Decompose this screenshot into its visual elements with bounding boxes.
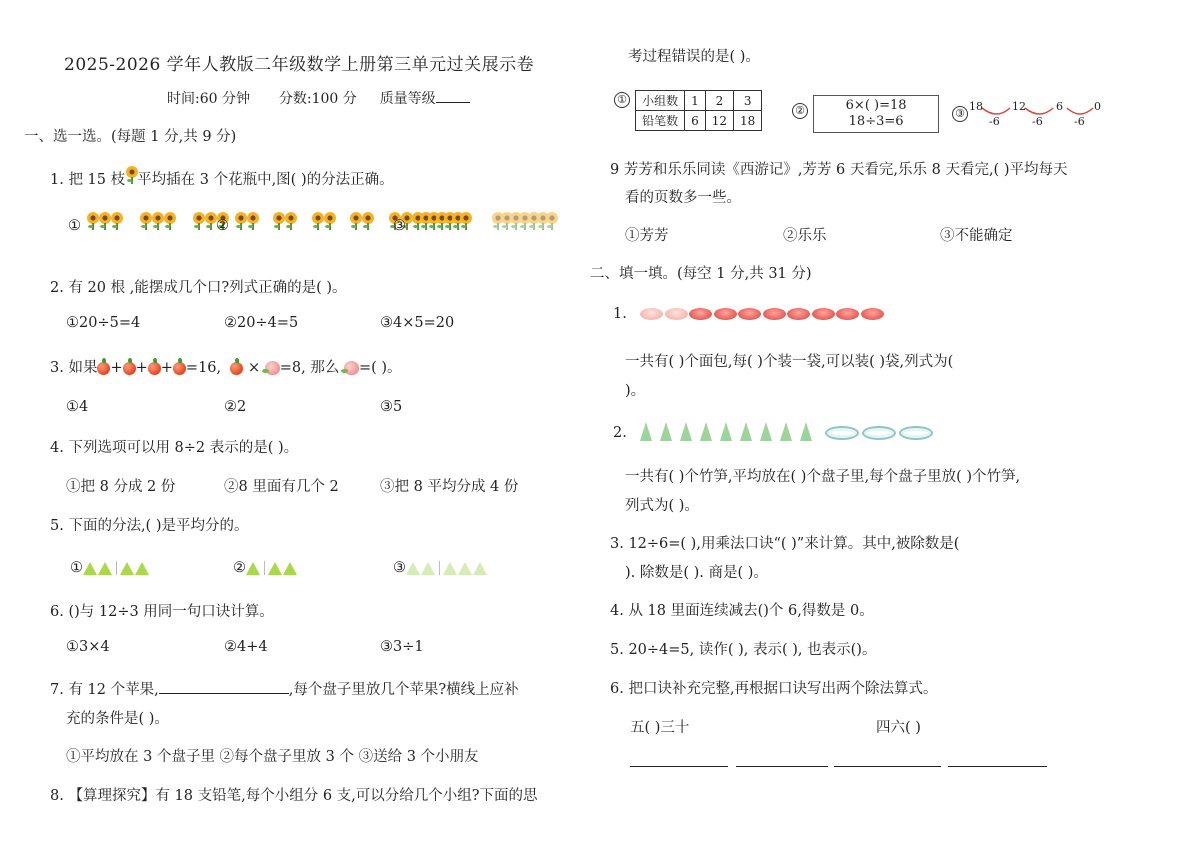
q1-4-option-3[interactable]: ③把 8 平均分成 4 份 bbox=[380, 479, 519, 495]
q2-6-text: 6. 把口诀补充完整,再根据口诀写出两个除法算式。 bbox=[610, 681, 938, 697]
q1-1-stem bbox=[50, 166, 394, 189]
equation-line: 18÷3=6 bbox=[848, 114, 904, 129]
flower-group-icon bbox=[86, 218, 127, 234]
apple-icon bbox=[230, 362, 243, 375]
bread-icon bbox=[763, 308, 786, 320]
seq-number: 6 bbox=[1056, 100, 1063, 113]
triangle-icon bbox=[246, 562, 260, 575]
apple-icon bbox=[97, 362, 110, 375]
flower-group-icon bbox=[139, 218, 180, 234]
bread-icon bbox=[861, 308, 884, 320]
triangle-icon bbox=[473, 562, 487, 575]
flower-group-icon bbox=[349, 218, 373, 234]
q1-9-option-1[interactable]: ①芳芳 bbox=[625, 228, 669, 244]
option-marker: ③ bbox=[393, 218, 406, 234]
q1-1-option-2[interactable] bbox=[216, 212, 412, 234]
page-title: 2025-2026 学年人教版二年级数学上册第三单元过关展示卷 bbox=[64, 55, 535, 75]
q1-4-stem: 4. 下列选项可以用 8÷2 表示的是( )。 bbox=[50, 440, 299, 456]
triangle-icon bbox=[421, 562, 435, 575]
q2-5-text: 5. 20÷4=5, 读作( ), 表示( ), 也表示()。 bbox=[610, 642, 877, 658]
table-cell: 12 bbox=[705, 111, 733, 131]
apple-icon bbox=[148, 362, 161, 375]
q1-5-stem: 5. 下面的分法,( )是平均分的。 bbox=[50, 518, 249, 534]
peach-icon bbox=[265, 361, 280, 375]
triangle-icon bbox=[83, 562, 97, 575]
triangle-icon bbox=[268, 562, 282, 575]
q2-2-text-2: 列式为( )。 bbox=[625, 498, 699, 514]
q1-7-text-b: ,每个盘子里放几个苹果?横线上应补 bbox=[288, 682, 519, 698]
flower-group-icon bbox=[234, 218, 258, 234]
q2-4-text: 4. 从 18 里面连续减去()个 6,得数是 0。 bbox=[610, 603, 874, 619]
bread-icon bbox=[787, 308, 810, 320]
seq-step: -6 bbox=[1074, 115, 1085, 128]
bread-icon bbox=[812, 308, 835, 320]
table-cell: 铅笔数 bbox=[636, 111, 685, 131]
seq-number: 18 bbox=[969, 100, 983, 113]
option-marker: ① bbox=[68, 218, 81, 234]
table-cell: 18 bbox=[734, 111, 762, 131]
bamboo-shoot-icon bbox=[760, 422, 772, 441]
q1-5-option-3[interactable] bbox=[393, 560, 488, 576]
q1-7-stem bbox=[50, 678, 519, 699]
q1-9-option-3[interactable]: ③不能确定 bbox=[940, 228, 1013, 244]
q1-6-stem: 6. ()与 12÷3 用同一句口诀计算。 bbox=[50, 604, 274, 620]
q2-1-text-2: )。 bbox=[625, 383, 646, 399]
q2-6-chant-2: 四六( ) bbox=[876, 720, 921, 736]
q1-8-stem-2: 考过程错误的是( )。 bbox=[628, 49, 760, 65]
option-marker: ③ bbox=[952, 106, 968, 122]
table-cell: 小组数 bbox=[636, 91, 685, 111]
q2-1-figure bbox=[613, 306, 885, 322]
section1-heading: 一、选一选。(每题 1 分,共 9 分) bbox=[24, 129, 237, 145]
option-marker: ③ bbox=[393, 560, 406, 576]
q1-3-option-3[interactable]: ③5 bbox=[380, 399, 403, 415]
q2-2-figure bbox=[613, 422, 936, 441]
flower-group-icon bbox=[411, 218, 471, 234]
section2-heading: 二、填一填。(每空 1 分,共 31 分) bbox=[590, 266, 812, 282]
q1-5-option-1[interactable] bbox=[70, 560, 150, 576]
bread-icon bbox=[738, 308, 761, 320]
option-marker: ② bbox=[792, 103, 808, 119]
answer-line[interactable] bbox=[630, 766, 728, 767]
equation-box bbox=[813, 95, 939, 133]
q1-3-text-c: × bbox=[247, 360, 261, 376]
option-marker: ① bbox=[70, 560, 83, 576]
bamboo-shoot-icon bbox=[720, 422, 732, 441]
q1-8-option-1[interactable] bbox=[614, 90, 762, 131]
bread-icon bbox=[689, 308, 712, 320]
score-label: 分数:100 分 bbox=[278, 91, 357, 107]
flower-group-icon bbox=[491, 218, 557, 234]
equation-line: 6×( )=18 bbox=[845, 98, 907, 113]
q1-2-option-2[interactable]: ②20÷4=5 bbox=[224, 315, 299, 331]
answer-line[interactable] bbox=[736, 766, 828, 767]
q1-9-stem-2: 看的页数多一些。 bbox=[625, 190, 741, 206]
q1-3-text-e: =( )。 bbox=[358, 360, 402, 376]
q1-1-text-a: 1. 把 15 枝 bbox=[50, 172, 126, 188]
q1-8-option-2[interactable] bbox=[792, 95, 939, 133]
bamboo-shoot-icon bbox=[800, 422, 812, 441]
triangle-icon bbox=[406, 562, 420, 575]
pencil-table bbox=[635, 90, 762, 131]
answer-line[interactable] bbox=[834, 766, 941, 767]
q1-9-option-2[interactable]: ②乐乐 bbox=[783, 228, 827, 244]
q1-4-option-2[interactable]: ②8 里面有几个 2 bbox=[224, 479, 339, 495]
grade-label: 质量等级 bbox=[379, 91, 436, 107]
bamboo-shoot-icon bbox=[780, 422, 792, 441]
seq-step: -6 bbox=[1032, 115, 1043, 128]
seq-number: 0 bbox=[1094, 100, 1101, 113]
q1-9-stem: 9 芳芳和乐乐同读《西游记》,芳芳 6 天看完,乐乐 8 天看完,( )平均每天 bbox=[610, 162, 1068, 178]
seq-number: 12 bbox=[1012, 100, 1026, 113]
q1-7-options[interactable]: ①平均放在 3 个盘子里 ②每个盘子里放 3 个 ③送给 3 个小朋友 bbox=[66, 749, 479, 765]
seq-step: -6 bbox=[989, 115, 1000, 128]
exam-info bbox=[167, 88, 470, 108]
q1-2-option-3[interactable]: ③4×5=20 bbox=[380, 315, 455, 331]
table-cell: 1 bbox=[685, 91, 706, 111]
q1-4-option-1[interactable]: ①把 8 分成 2 份 bbox=[66, 479, 176, 495]
bread-icon bbox=[836, 308, 859, 320]
time-label: 时间:60 分钟 bbox=[167, 91, 250, 107]
triangle-icon bbox=[283, 562, 297, 575]
q1-3-text-b: =16, bbox=[185, 360, 222, 376]
q1-3-text-d: =8, 那么 bbox=[279, 360, 340, 376]
triangle-icon bbox=[98, 562, 112, 575]
triangle-icon bbox=[458, 562, 472, 575]
q1-3-text-a: 3. 如果 bbox=[50, 360, 98, 376]
triangle-icon bbox=[120, 562, 134, 575]
q1-2-stem: 2. 有 20 根 ,能摆成几个口?列式正确的是( )。 bbox=[50, 280, 347, 296]
grade-blank[interactable] bbox=[436, 102, 470, 103]
option-marker: ② bbox=[233, 560, 246, 576]
plate-icon bbox=[899, 426, 933, 440]
bamboo-shoot-icon bbox=[740, 422, 752, 441]
q1-3-option-1[interactable]: ①4 bbox=[66, 399, 89, 415]
flower-group-icon bbox=[272, 218, 296, 234]
q2-1-number: 1. bbox=[613, 306, 627, 322]
flower-group-icon bbox=[311, 218, 335, 234]
q1-1-text-b: 平均插在 3 个花瓶中,图( )的分法正确。 bbox=[137, 172, 394, 188]
q1-6-option-2[interactable]: ②4+4 bbox=[224, 639, 268, 655]
bread-icon bbox=[640, 308, 663, 320]
triangle-icon bbox=[135, 562, 149, 575]
q1-7-stem-2: 充的条件是( )。 bbox=[66, 711, 169, 727]
option-marker: ① bbox=[614, 92, 630, 108]
bamboo-shoot-icon bbox=[680, 422, 692, 441]
peach-icon bbox=[344, 361, 359, 375]
bamboo-shoot-icon bbox=[640, 422, 652, 441]
q1-6-option-1[interactable]: ①3×4 bbox=[66, 639, 110, 655]
apple-icon bbox=[173, 362, 186, 375]
q1-8-stem: 8. 【算理探究】有 18 支铅笔,每个小组分 6 支,可以分给几个小组?下面的思 bbox=[50, 788, 538, 804]
table-cell: 6 bbox=[685, 111, 706, 131]
table-cell: 2 bbox=[705, 91, 733, 111]
q1-8-option-3[interactable] bbox=[952, 98, 1112, 128]
q1-3-stem: 3. 如果 + + + =16, × =8, 那么 =( )。 bbox=[50, 360, 402, 376]
plate-icon bbox=[862, 426, 896, 440]
triangle-icon bbox=[443, 562, 457, 575]
flower-icon bbox=[125, 166, 139, 184]
q1-1-option-3[interactable] bbox=[393, 212, 557, 234]
q1-7-blank[interactable] bbox=[159, 693, 289, 694]
q2-6-chant-1: 五( )三十 bbox=[630, 720, 690, 736]
apple-icon bbox=[123, 362, 136, 375]
bamboo-shoot-icon bbox=[700, 422, 712, 441]
bamboo-shoot-icon bbox=[660, 422, 672, 441]
q1-2-option-1[interactable]: ①20÷5=4 bbox=[66, 315, 141, 331]
bread-icon bbox=[714, 308, 737, 320]
q1-7-text-a: 7. 有 12 个苹果, bbox=[50, 682, 159, 698]
answer-line[interactable] bbox=[948, 766, 1047, 767]
q2-2-text: 一共有( )个竹笋,平均放在( )个盘子里,每个盘子里放( )个竹笋, bbox=[625, 469, 1021, 485]
option-marker: ② bbox=[216, 218, 229, 234]
plate-icon bbox=[825, 426, 859, 440]
q1-1-option-1[interactable] bbox=[68, 212, 228, 234]
q2-2-number: 2. bbox=[613, 425, 627, 441]
q1-3-option-2[interactable]: ②2 bbox=[224, 399, 247, 415]
q1-6-option-3[interactable]: ③3÷1 bbox=[380, 639, 424, 655]
q1-5-option-2[interactable] bbox=[233, 560, 298, 576]
table-cell: 3 bbox=[734, 91, 762, 111]
q2-3-text: 3. 12÷6=( ),用乘法口诀“( )”来计算。其中,被除数是( bbox=[610, 536, 960, 552]
q2-3-text-2: ). 除数是( ). 商是( )。 bbox=[625, 565, 768, 581]
q2-1-text: 一共有( )个面包,每( )个装一袋,可以装( )袋,列式为( bbox=[625, 354, 954, 370]
bread-icon bbox=[665, 308, 688, 320]
